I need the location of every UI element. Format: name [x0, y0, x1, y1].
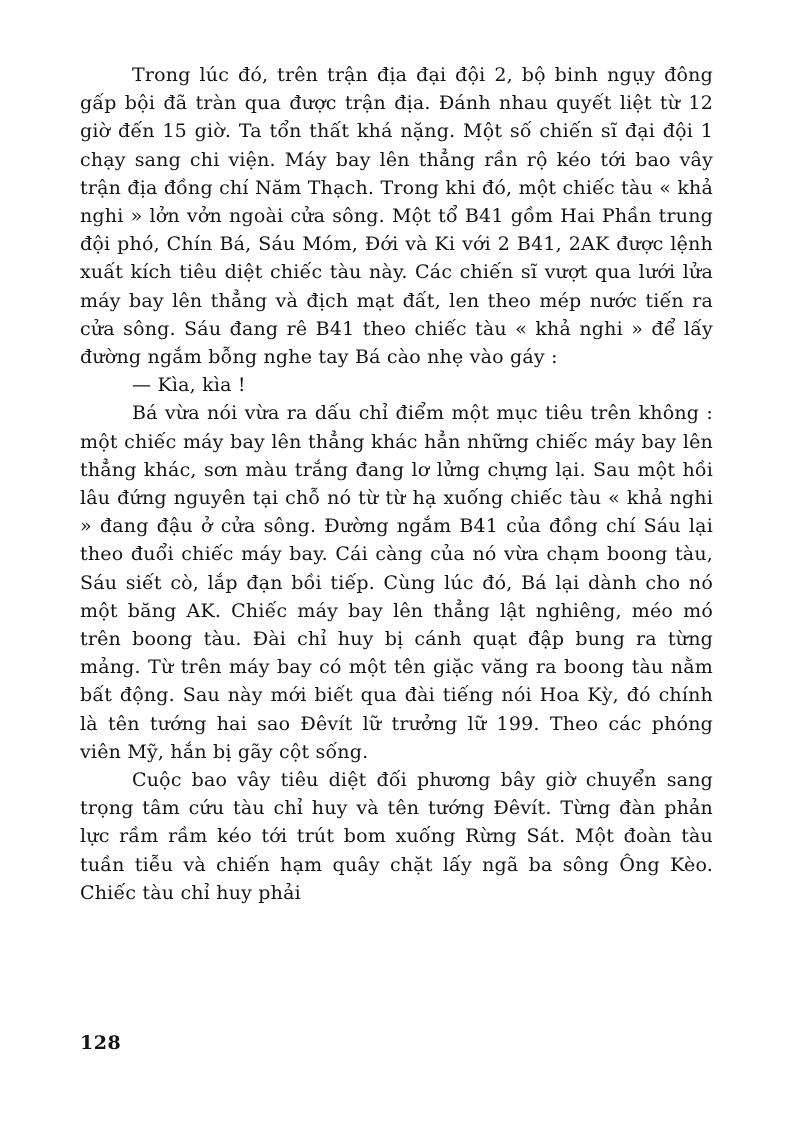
paragraph-1: Trong lúc đó, trên trận địa đại đội 2, bộ binh ngụy đông gấp bội đã tràn qua được trận địa. Đánh nhau quyết liệt từ 12 giờ đến 15 giờ. Ta tổn thất khá nặng. Một số chiến sĩ đại đội 1 chạy sang chi viện. Máy bay lên thẳng rần rộ kéo tới bao vây trận địa đồng chí Năm Thạch. Trong khi đó, một chiếc tàu « khả nghi » lởn vởn ngoài cửa sông. Một tổ B41 gồm Hai Phần trung đội phó, Chín Bá, Sáu Móm, Đới và Ki với 2 B41, 2AK được lệnh xuất kích tiêu diệt chiếc tàu này. Các chiến sĩ vượt qua lưới lửa máy bay lên thẳng và địch mạt đất, len theo mép nước tiến ra cửa sông. Sáu đang rê B41 theo chiếc tàu « khả nghi » để lấy đường ngắm bỗng nghe tay Bá cào nhẹ vào gáy :: [80, 64, 713, 369]
paragraph-2-dialogue: — Kìa, kìa !: [132, 374, 246, 397]
paragraph-3: Bá vừa nói vừa ra dấu chỉ điểm một mục tiêu trên không : một chiếc máy bay lên thẳng khác hẳn những chiếc máy bay lên thẳng khác, sơn màu trắng đang lơ lửng chựng lại. Sau một hồi lâu đứng nguyên tại chỗ nó từ từ hạ xuống chiếc tàu « khả nghi » đang đậu ở cửa sông. Đường ngắm B41 của đồng chí Sáu lại theo đuổi chiếc máy bay. Cái càng của nó vừa chạm boong tàu, Sáu siết cò, lắp đạn bồi tiếp. Cùng lúc đó, Bá lại dành cho nó một băng AK. Chiếc máy bay lên thẳng lật nghiêng, méo mó trên boong tàu. Đài chỉ huy bị cánh quạt đập bung ra từng mảng. Từ trên máy bay có một tên giặc văng ra boong tàu nằm bất động. Sau này mới biết qua đài tiếng nói Hoa Kỳ, đó chính là tên tướng hai sao Đêvít lữ trưởng lữ 199. Theo các phóng viên Mỹ, hắn bị gãy cột sống.: [80, 402, 713, 763]
body-text: [80, 61, 713, 907]
paragraph-4: Cuộc bao vây tiêu diệt đối phương bây giờ chuyển sang trọng tâm cứu tàu chỉ huy và tên tướng Đêvít. Từng đàn phản lực rầm rầm kéo tới trút bom xuống Rừng Sát. Một đoàn tàu tuần tiễu và chiến hạm quây chặt lấy ngã ba sông Ông Kèo. Chiếc tàu chỉ huy phải: [80, 769, 713, 904]
page-number: 128: [80, 1032, 122, 1054]
